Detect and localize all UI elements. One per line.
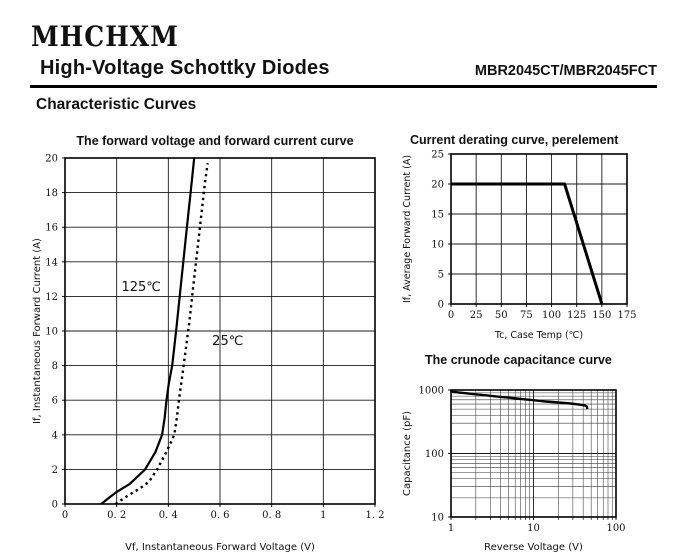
svg-text:25: 25: [431, 150, 444, 161]
svg-text:50: 50: [494, 310, 508, 321]
svg-text:0. 4: 0. 4: [158, 510, 178, 521]
svg-text:12: 12: [45, 291, 58, 303]
svg-text:10: 10: [431, 239, 444, 251]
part-number: MBR2045CT/MBR2045FCT: [474, 63, 657, 79]
svg-text:25: 25: [469, 310, 483, 321]
x-axis-title: Tc, Case Temp (℃): [494, 330, 584, 341]
grid: [451, 390, 616, 520]
svg-text:14: 14: [45, 257, 58, 269]
curve-label: 25℃: [212, 333, 244, 349]
svg-text:150: 150: [592, 310, 612, 321]
svg-text:16: 16: [45, 222, 58, 234]
axis-titles: [402, 411, 583, 553]
svg-text:100: 100: [424, 449, 444, 460]
svg-text:0. 2: 0. 2: [107, 510, 127, 521]
svg-text:125: 125: [567, 310, 587, 321]
svg-text:0: 0: [61, 510, 69, 521]
svg-text:1: 1: [447, 523, 455, 534]
current-derating-chart: [400, 132, 690, 344]
svg-text:10: 10: [527, 523, 540, 534]
brand-logo: MHCHXM: [31, 20, 179, 53]
forward-voltage-current-chart: [30, 133, 392, 556]
series-25℃: [116, 163, 208, 504]
svg-text:0: 0: [51, 499, 58, 511]
grid: [65, 158, 375, 504]
svg-text:10: 10: [45, 326, 58, 338]
svg-text:100: 100: [606, 523, 626, 534]
series-capacitance: [451, 392, 587, 409]
chart-title: The crunode capacitance curve: [425, 353, 612, 367]
y-axis-title: Capacitance (pF): [402, 411, 413, 496]
svg-text:1. 2: 1. 2: [365, 510, 385, 521]
capacitance-chart: [400, 352, 690, 556]
y-axis-title: If, Instantaneous Forward Current (A): [32, 238, 43, 424]
svg-text:0: 0: [437, 299, 444, 311]
doc-title: High-Voltage Schottky Diodes: [40, 57, 330, 79]
svg-text:100: 100: [542, 310, 562, 321]
capacitance-plot: [400, 370, 690, 556]
axis-titles: [32, 238, 315, 553]
svg-text:1000: 1000: [418, 385, 444, 397]
chart-title: Current derating curve, perelement: [410, 133, 619, 147]
grid: [451, 154, 627, 304]
svg-text:2: 2: [51, 464, 58, 476]
svg-text:1: 1: [320, 510, 327, 521]
svg-text:5: 5: [437, 269, 444, 281]
header-rule: [30, 85, 657, 88]
section-heading: Characteristic Curves: [36, 96, 197, 113]
svg-text:0: 0: [447, 310, 455, 321]
svg-text:75: 75: [520, 310, 533, 321]
curve-label: 125℃: [121, 280, 161, 296]
svg-text:20: 20: [45, 153, 58, 165]
svg-text:0. 6: 0. 6: [210, 510, 230, 521]
forward-voltage-current-plot: [30, 151, 392, 556]
svg-text:0. 8: 0. 8: [262, 510, 282, 521]
svg-text:10: 10: [431, 512, 444, 524]
chart-title: The forward voltage and forward current curve: [76, 134, 354, 148]
svg-text:175: 175: [617, 310, 637, 321]
svg-text:20: 20: [431, 179, 444, 191]
plot-border: [451, 154, 627, 304]
tick-labels: [431, 150, 636, 321]
current-derating-plot: [400, 150, 690, 344]
svg-text:15: 15: [431, 209, 444, 221]
svg-text:8: 8: [51, 361, 58, 373]
y-axis-title: If, Average Forward Current (A): [402, 154, 413, 304]
svg-text:4: 4: [51, 430, 58, 442]
x-axis-title: Reverse Voltage (V): [484, 542, 583, 553]
svg-text:6: 6: [51, 395, 58, 407]
svg-text:18: 18: [45, 188, 58, 200]
x-axis-title: Vf, Instantaneous Forward Voltage (V): [125, 542, 315, 553]
